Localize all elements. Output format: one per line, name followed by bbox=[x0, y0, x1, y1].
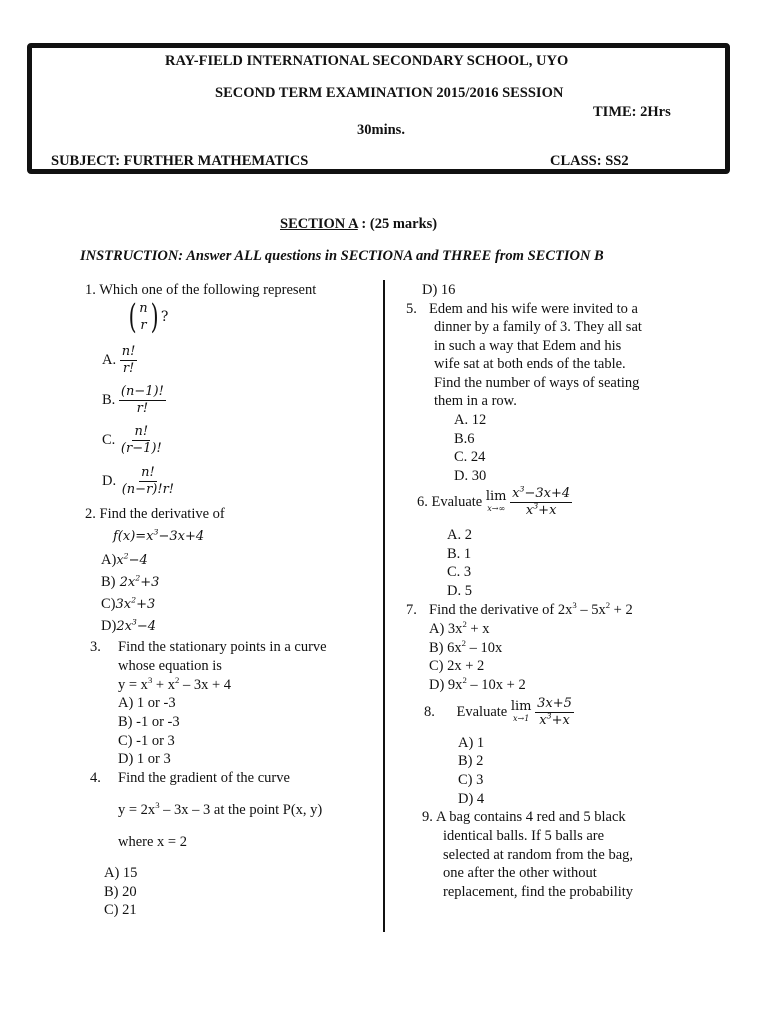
q7-part: – 5x bbox=[576, 602, 606, 618]
lim-sub: x→∞ bbox=[487, 503, 506, 513]
q7-part: Find the derivative of 2x bbox=[429, 602, 573, 618]
q9-line: one after the other without bbox=[443, 865, 597, 881]
q2-option-b bbox=[101, 573, 159, 593]
opt-part: B) 6x bbox=[429, 640, 462, 656]
opt-rest: +3 bbox=[140, 575, 160, 590]
q2-function bbox=[113, 528, 204, 547]
section-marks: : (25 marks) bbox=[357, 216, 438, 232]
q5-option-d: D. 30 bbox=[454, 468, 487, 484]
q6-text: 6. Evaluate bbox=[417, 494, 486, 511]
option-label: D. bbox=[102, 473, 117, 490]
section-title bbox=[280, 216, 437, 233]
q7-text bbox=[429, 601, 633, 620]
frac-den: +x bbox=[551, 713, 570, 728]
q7-option-d bbox=[429, 676, 526, 695]
opt-part: A) 3x bbox=[429, 621, 463, 637]
opt-part: – 10x bbox=[465, 640, 503, 656]
q7-exp: 3 bbox=[572, 600, 577, 611]
time-line1: TIME: 2Hrs bbox=[593, 104, 671, 120]
q3-number: 3. bbox=[90, 639, 101, 655]
q9-number: 9. bbox=[422, 809, 433, 825]
opt-part: – 10x + 2 bbox=[466, 677, 526, 693]
q3-line2: whose equation is bbox=[118, 658, 222, 674]
q2-option-d bbox=[101, 617, 156, 637]
q1-binomial bbox=[126, 297, 169, 337]
eq-part: y = 2x bbox=[118, 802, 156, 818]
left-paren-icon: ( bbox=[128, 297, 137, 337]
eq-exp: 3 bbox=[147, 675, 153, 686]
q7-part: + 2 bbox=[610, 602, 633, 618]
frac-num: x bbox=[512, 486, 520, 501]
frac-den: (r−1)! bbox=[120, 441, 162, 456]
opt-rest: −4 bbox=[136, 619, 157, 634]
opt-rest: +3 bbox=[136, 597, 156, 612]
opt-exp: 2 bbox=[462, 619, 467, 630]
frac-exp: 3 bbox=[519, 484, 525, 494]
q9-line: identical balls. If 5 balls are bbox=[443, 828, 605, 844]
lim-label: lim bbox=[485, 488, 507, 504]
q5-option-a: A. 12 bbox=[454, 412, 487, 428]
frac-exp: 3 bbox=[546, 711, 552, 721]
q1-qmark: ? bbox=[160, 309, 169, 325]
column-divider bbox=[383, 280, 385, 932]
option-label: D) bbox=[101, 618, 117, 634]
option-label: C. bbox=[102, 432, 116, 449]
q6-option-d: D. 5 bbox=[447, 583, 472, 599]
opt-base: x bbox=[116, 553, 124, 568]
frac-den: x bbox=[525, 503, 534, 518]
q7-option-a bbox=[429, 620, 489, 639]
q5-option-b: B.6 bbox=[454, 431, 475, 447]
opt-base: 2x bbox=[119, 575, 136, 590]
fx-lhs: f(x)=x bbox=[113, 529, 154, 544]
q3-option-b: B) -1 or -3 bbox=[118, 714, 180, 730]
q9-line: selected at random from the bag, bbox=[443, 847, 634, 863]
option-label: B) bbox=[101, 574, 116, 590]
q2-option-a bbox=[101, 551, 148, 571]
eq-exp: 3 bbox=[155, 800, 160, 811]
q5-line: them in a row. bbox=[434, 393, 517, 409]
time-line2: 30mins. bbox=[357, 122, 405, 138]
q8-option-b: B) 2 bbox=[458, 753, 484, 769]
frac-den: r! bbox=[136, 401, 149, 416]
q7-exp: 2 bbox=[605, 600, 611, 611]
fx-rhs: −3x+4 bbox=[158, 529, 205, 544]
q3-equation bbox=[118, 676, 231, 695]
eq-part: – 3x – 3 at the point P(x, y) bbox=[159, 802, 323, 818]
q5-option-c: C. 24 bbox=[454, 449, 486, 465]
opt-exp: 2 bbox=[461, 638, 466, 649]
eq-part: + x bbox=[152, 677, 175, 693]
q4-option-b: B) 20 bbox=[104, 884, 137, 900]
class: CLASS: SS2 bbox=[550, 153, 629, 169]
q2-option-c bbox=[101, 595, 155, 615]
q9-line: A bag contains 4 red and 5 black bbox=[436, 809, 626, 825]
q4-line3: where x = 2 bbox=[118, 834, 187, 850]
school-name: RAY-FIELD INTERNATIONAL SECONDARY SCHOOL, UYO bbox=[165, 53, 569, 69]
frac-num: n! bbox=[134, 424, 149, 439]
right-paren-icon: ) bbox=[150, 297, 159, 337]
q6-expression bbox=[417, 486, 572, 519]
frac-num: 3x+5 bbox=[537, 696, 572, 711]
q8-text: Evaluate bbox=[456, 704, 511, 721]
q5-line: in such a way that Edem and his bbox=[434, 338, 622, 354]
frac-num: n! bbox=[121, 344, 136, 359]
opt-exp: 2 bbox=[135, 573, 141, 583]
opt-rest: −4 bbox=[128, 553, 148, 568]
q4-equation bbox=[118, 801, 322, 820]
q1-option-a bbox=[102, 344, 137, 377]
q4-line1: Find the gradient of the curve bbox=[118, 770, 290, 786]
option-label: B. bbox=[102, 392, 116, 409]
q1-option-c bbox=[102, 424, 164, 457]
q5-line: dinner by a family of 3. They all sat bbox=[434, 319, 642, 335]
q1-option-d bbox=[102, 465, 176, 498]
q6-option-c: C. 3 bbox=[447, 564, 472, 580]
q3-option-c: C) -1 or 3 bbox=[118, 733, 175, 749]
eq-part: y = x bbox=[118, 677, 148, 693]
q2-text: 2. Find the derivative of bbox=[85, 506, 225, 522]
exam-title: SECOND TERM EXAMINATION 2015/2016 SESSION bbox=[215, 85, 564, 101]
opt-base: 3x bbox=[115, 597, 132, 612]
frac-num: −3x+4 bbox=[524, 486, 571, 501]
q8-number: 8. bbox=[424, 704, 435, 721]
frac-num: n! bbox=[141, 465, 155, 480]
eq-part: – 3x + 4 bbox=[179, 677, 231, 693]
q4-number: 4. bbox=[90, 770, 101, 786]
opt-exp: 2 bbox=[131, 595, 137, 605]
binom-top: n bbox=[139, 301, 148, 316]
option-label: C) bbox=[101, 596, 116, 612]
q7-number: 7. bbox=[406, 602, 417, 618]
q5-line: wife sat at both ends of the table. bbox=[434, 356, 626, 372]
binom-bottom: r bbox=[140, 318, 147, 333]
q9-line: replacement, find the probability bbox=[443, 884, 634, 900]
frac-den: +x bbox=[538, 503, 557, 518]
frac-den: r! bbox=[122, 361, 135, 376]
q5-line: Edem and his wife were invited to a bbox=[429, 301, 638, 317]
q3-option-d: D) 1 or 3 bbox=[118, 751, 171, 767]
q6-option-a: A. 2 bbox=[447, 527, 472, 543]
option-label: A. bbox=[102, 352, 117, 369]
fx-exp: 3 bbox=[153, 527, 159, 537]
section-name: SECTION A bbox=[280, 216, 358, 232]
frac-den: x bbox=[539, 713, 547, 728]
frac-den: (n−r)!r! bbox=[121, 482, 175, 497]
q8-expression bbox=[424, 696, 574, 729]
eq-exp: 2 bbox=[174, 675, 180, 686]
frac-exp: 3 bbox=[533, 501, 539, 511]
q1-option-b bbox=[102, 384, 166, 417]
option-label: A) bbox=[101, 552, 117, 568]
q8-option-a: A) 1 bbox=[458, 735, 485, 751]
q5-number: 5. bbox=[406, 301, 417, 317]
subject: SUBJECT: FURTHER MATHEMATICS bbox=[51, 153, 309, 169]
lim-label: lim bbox=[510, 698, 532, 714]
opt-base: 2x bbox=[116, 619, 132, 634]
q7-option-b bbox=[429, 639, 502, 658]
opt-exp: 2 bbox=[123, 551, 129, 561]
q7-option-c: C) 2x + 2 bbox=[429, 658, 485, 674]
q4-option-c: C) 21 bbox=[104, 902, 137, 918]
opt-part: + x bbox=[466, 621, 490, 637]
q6-option-b: B. 1 bbox=[447, 546, 472, 562]
opt-exp: 3 bbox=[131, 617, 137, 627]
q3-line1: Find the stationary points in a curve bbox=[118, 639, 327, 655]
opt-part: D) 9x bbox=[429, 677, 463, 693]
frac-num: (n−1)! bbox=[120, 384, 164, 399]
q1-text: 1. Which one of the following represent bbox=[85, 282, 317, 298]
instruction: INSTRUCTION: Answer ALL questions in SECTIONA and THREE from SECTION B bbox=[80, 248, 604, 264]
q4-option-a: A) 15 bbox=[104, 865, 138, 881]
q8-option-c: C) 3 bbox=[458, 772, 484, 788]
lim-sub: x→1 bbox=[513, 713, 530, 723]
q3-option-a: A) 1 or -3 bbox=[118, 695, 176, 711]
opt-exp: 2 bbox=[462, 675, 467, 686]
q8-option-d: D) 4 bbox=[458, 791, 485, 807]
q5-line: Find the number of ways of seating bbox=[434, 375, 640, 391]
q4-option-d: D) 16 bbox=[422, 282, 456, 298]
